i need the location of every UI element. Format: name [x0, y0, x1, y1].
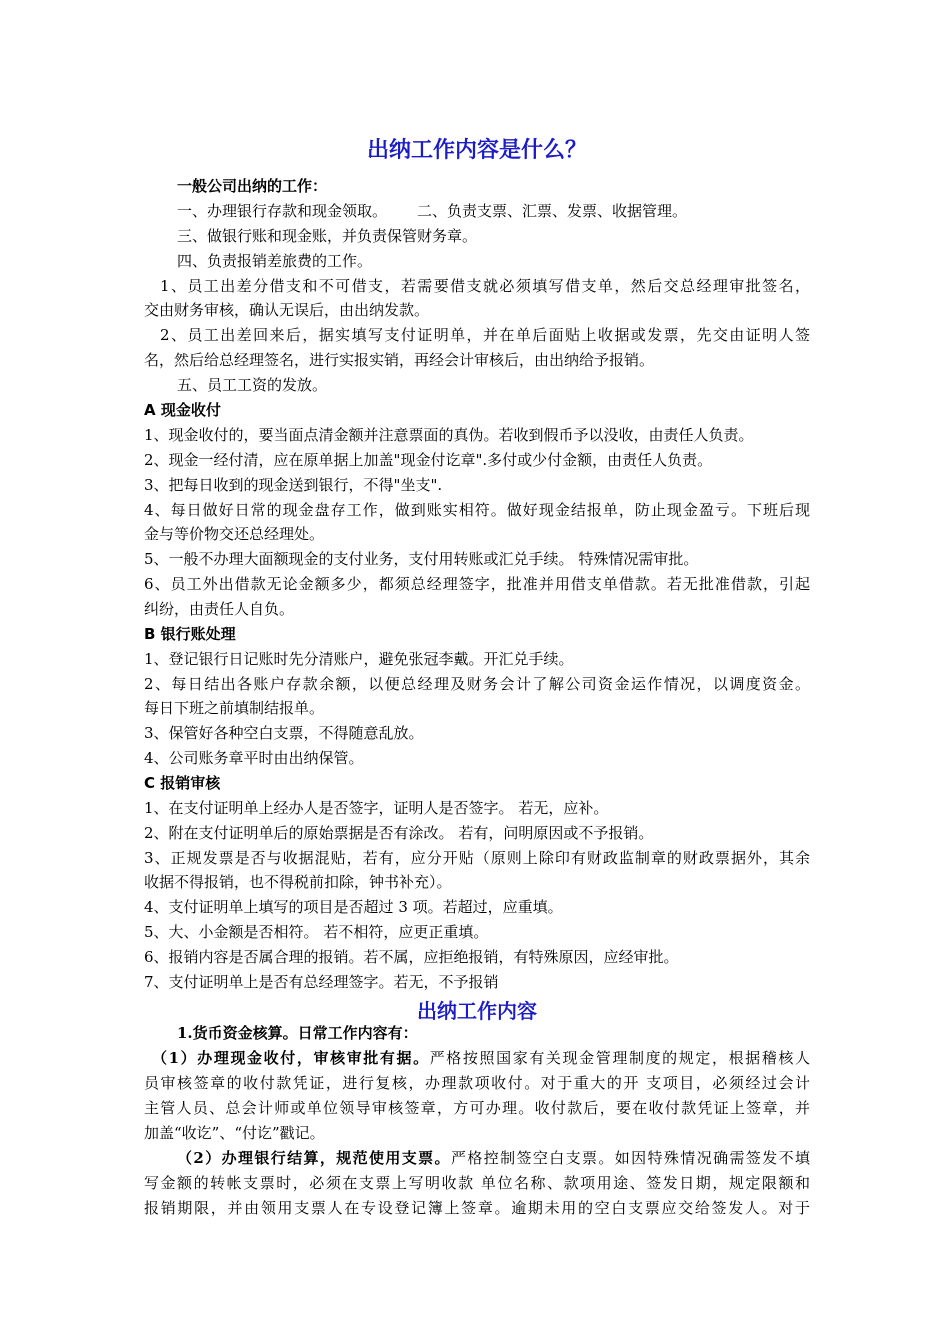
section-heading-a: A 现金收付: [144, 401, 221, 419]
paragraph-text: 严格按照国家有关现金管理制度的规定，根据稽核人: [429, 1049, 810, 1067]
section-heading: 1.货币资金核算。日常工作内容有：: [177, 1024, 418, 1042]
list-item: 3、保管好各种空白支票，不得随意乱放。: [144, 724, 424, 742]
list-item: [144, 199, 810, 223]
list-item-cont: 金与等价物交还总经理处。: [144, 525, 325, 543]
paragraph-line: 1、员工出差分借支和不可借支，若需要借支就必须填写借支单，然后交总经理审批签名，: [160, 277, 810, 295]
paragraph-line: [144, 1046, 810, 1070]
item-text: 二、负责支票、汇票、发票、收据管理。: [417, 202, 688, 220]
list-item: 4、支付证明单上填写的项目是否超过 3 项。若超过，应重填。: [144, 898, 563, 916]
paragraph-line: 员审核签章的收付款凭证，进行复核，办理款项收付。对于重大的开 支项目，必须经过会计: [144, 1074, 810, 1092]
list-item: 2、每日结出各账户存款余额，以便总经理及财务会计了解公司资金运作情况，以调度资金。: [144, 675, 810, 693]
list-item: 6、报销内容是否属合理的报销。若不属，应拒绝报销，有特殊原因，应经审批。: [144, 948, 679, 966]
section-heading-b: B 银行账处理: [144, 625, 236, 643]
paragraph-line: 交由财务审核，确认无误后，由出纳发款。: [144, 301, 430, 319]
paragraph-line: [144, 1146, 810, 1170]
list-item: 2、现金一经付清，应在原单据上加盖"现金付讫章".多付或少付金额，由责任人负责。: [144, 451, 713, 469]
section-title: 出纳工作内容: [417, 999, 537, 1023]
paragraph-line: 2、员工出差回来后，据实填写支付证明单，并在单后面贴上收据或发票，先交由证明人签: [160, 326, 810, 344]
paragraph-line: 加盖“收讫”、“付讫”戳记。: [144, 1124, 325, 1142]
paragraph-line: 写金额的转帐支票时，必须在支票上写明收款 单位名称、款项用途、签发日期，规定限额和: [144, 1174, 810, 1192]
list-item-cont: 收据不得报销，也不得税前扣除，钟书补充）。: [144, 873, 452, 891]
list-item: 5、一般不办理大面额现金的支付业务，支付用转账或汇兑手续。 特殊情况需审批。: [144, 550, 699, 568]
list-item: 3、把每日收到的现金送到银行，不得"坐支".: [144, 476, 443, 494]
list-item: 1、在支付证明单上经办人是否签字，证明人是否签字。 若无，应补。: [144, 799, 609, 817]
list-item: 四、负责报销差旅费的工作。: [177, 252, 373, 270]
list-item: 1、登记银行日记账时先分清账户，避免张冠李戴。开汇兑手续。: [144, 650, 574, 668]
list-item: 五、员工工资的发放。: [177, 376, 328, 394]
paragraph-lead: （2）办理银行结算，规范使用支票。: [177, 1149, 451, 1167]
paragraph-text: 严格控制签空白支票。如因特殊情况确需签发不填: [450, 1149, 810, 1167]
list-item: 4、公司账务章平时由出纳保管。: [144, 749, 364, 767]
list-item: 2、附在支付证明单后的原始票据是否有涂改。 若有，问明原因或不予报销。: [144, 824, 654, 842]
list-item: 6、员工外出借款无论金额多少，都须总经理签字，批准并用借支单借款。若无批准借款，引起: [144, 575, 810, 593]
paragraph-line: 报销期限，并由领用支票人在专设登记簿上签章。逾期未用的空白支票应交给签发人。对于: [144, 1199, 810, 1217]
list-item-cont: 纠纷，由责任人自负。: [144, 600, 295, 618]
paragraph-line: 主管人员、总会计师或单位领导审核签章，方可办理。收付款后，要在收付款凭证上签章，并: [144, 1099, 810, 1117]
section-heading-c: C 报销审核: [144, 774, 221, 792]
list-item: 7、支付证明单上是否有总经理签字。若无，不予报销: [144, 973, 499, 991]
paragraph-line: 名，然后给总经理签名，进行实报实销，再经会计审核后，由出纳给予报销。: [144, 351, 655, 369]
list-item: 1、现金收付的，要当面点清金额并注意票面的真伪。若收到假币予以没收，由责任人负责。: [144, 426, 754, 444]
list-item-cont: 每日下班之前填制结报单。: [144, 699, 325, 717]
section-heading: 一般公司出纳的工作：: [177, 177, 328, 195]
item-text: 一、办理银行存款和现金领取。: [177, 202, 388, 220]
paragraph-lead: （1）办理现金收付，审核审批有据。: [152, 1049, 430, 1067]
list-item: 三、做银行账和现金账，并负责保管财务章。: [177, 227, 478, 245]
list-item: 3、正规发票是否与收据混贴，若有，应分开贴（原则上除印有财政监制章的财政票据外，其余: [144, 849, 810, 867]
list-item: 5、大、小金额是否相符。 若不相符，应更正重填。: [144, 923, 489, 941]
page-title: 出纳工作内容是什么？: [366, 138, 587, 163]
list-item: 4、每日做好日常的现金盘存工作，做到账实相符。做好现金结报单，防止现金盈亏。下班后现: [144, 501, 810, 519]
